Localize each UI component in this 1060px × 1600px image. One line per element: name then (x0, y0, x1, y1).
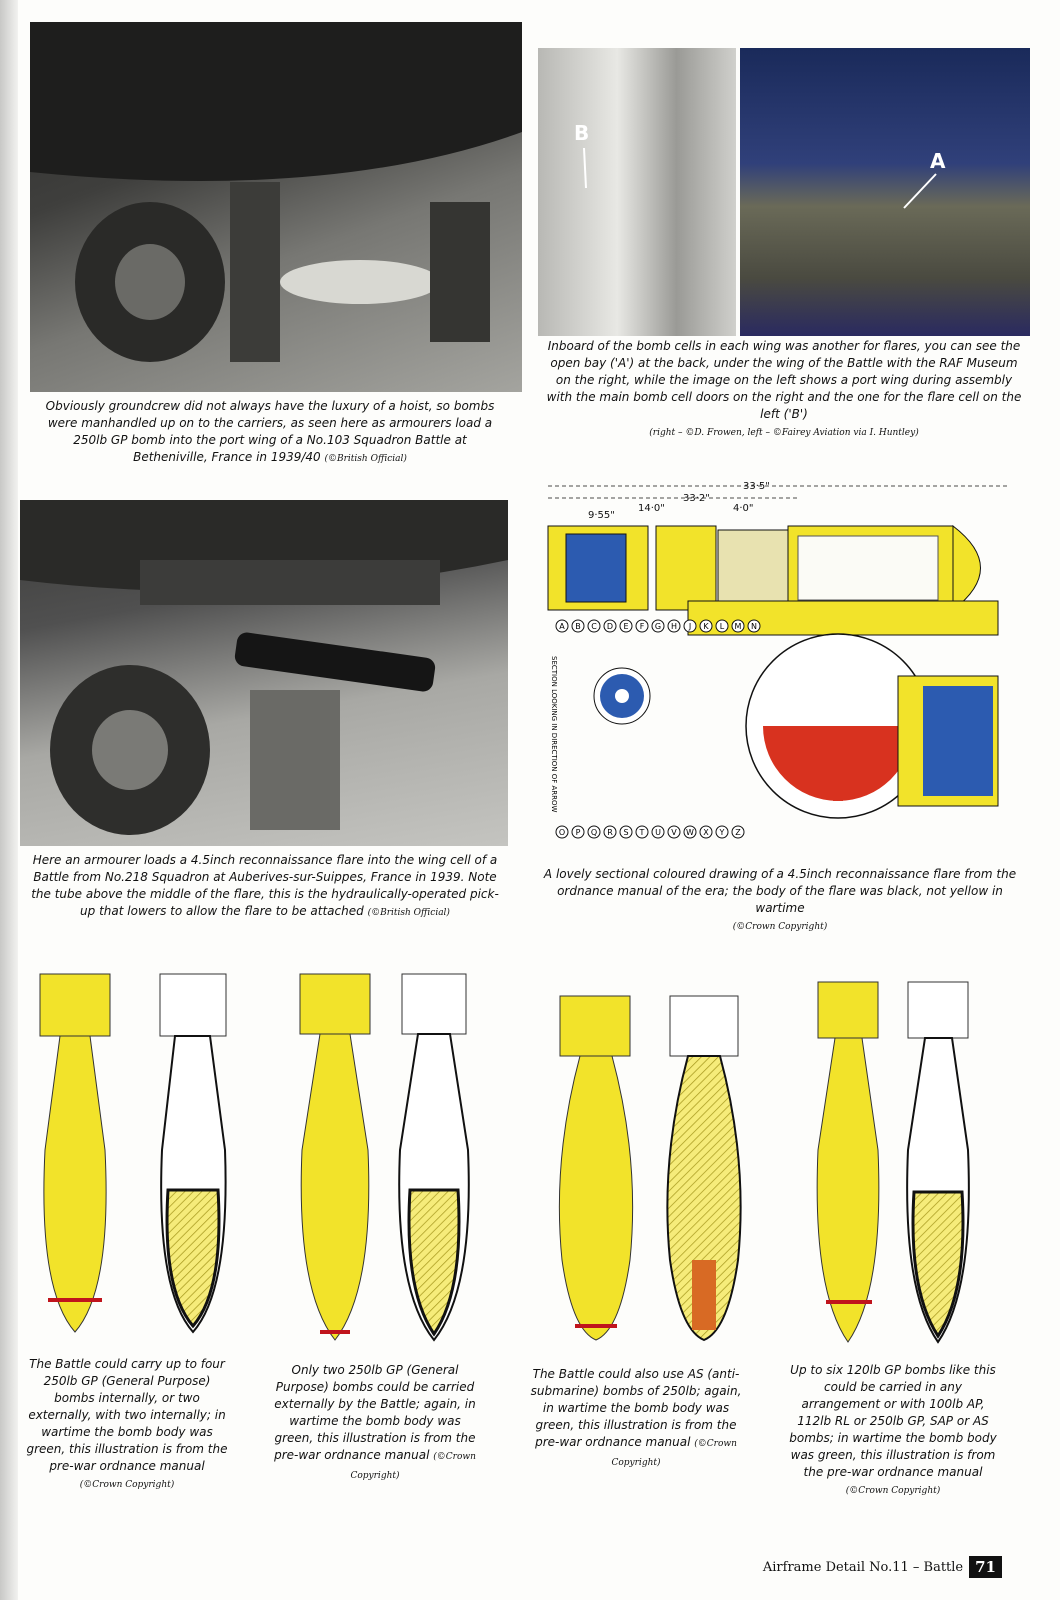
bomb-120lb-gp (817, 982, 969, 1342)
callout-c (588, 620, 600, 632)
svg-text:S: S (623, 828, 629, 837)
dim-4: 4·0" (733, 503, 754, 514)
page-footer (763, 1556, 1002, 1578)
caption-text: The Battle could carry up to four 250lb GP (General Purpose) bombs internally, or two externally, with two internally; in wartime the bomb body was green, this illustration is from the pre-war ordnance manual (26, 1357, 228, 1473)
callout-y (716, 826, 728, 838)
callout-x (700, 826, 712, 838)
caption-bomb-as (526, 1366, 746, 1472)
dim-5: 9·55" (588, 510, 615, 521)
photo-flare-cell-labels (538, 48, 1030, 336)
caption-text: Here an armourer loads a 4.5inch reconnaissance flare into the wing cell of a Battle from No.218 Squadron at Auberives-sur-Suippes, France in 1939. Note the tube above the middle of the flare, this is the hydraulically-operated pick-up that lowers to allow the flare to be attached (31, 853, 499, 918)
photo-armourer-flare (20, 500, 508, 846)
callout-d (604, 620, 616, 632)
dim-2: 33·2" (683, 493, 710, 504)
svg-text:Y: Y (719, 828, 725, 837)
caption-bomb-250lb-external (270, 1362, 480, 1485)
callout-e (620, 620, 632, 632)
callout-m (732, 620, 744, 632)
caption-credit: (©Crown Copyright) (350, 1452, 476, 1481)
callout-r (604, 826, 616, 838)
bomb-250lb-gp-internal (40, 974, 226, 1332)
svg-text:E: E (623, 622, 629, 631)
callout-q (588, 826, 600, 838)
callout-f (636, 620, 648, 632)
svg-text:M: M (734, 622, 742, 631)
svg-text:Z: Z (735, 828, 741, 837)
bomb-250lb-gp-external (300, 974, 469, 1340)
photo-groundcrew-loading-bomb (30, 22, 522, 392)
callout-l (716, 620, 728, 632)
svg-text:X: X (703, 828, 709, 837)
svg-text:O: O (558, 828, 566, 837)
bomb-illustrations (0, 960, 1060, 1350)
caption-credit: (©Crown Copyright) (732, 922, 828, 932)
svg-text:H: H (670, 622, 678, 631)
caption-groundcrew (40, 398, 500, 468)
dim-total: 33·5" (743, 481, 770, 492)
caption-bomb-250lb-internal (22, 1356, 232, 1494)
svg-text:B: B (575, 622, 581, 631)
svg-text:F: F (639, 622, 645, 631)
callout-o (556, 826, 568, 838)
flare-sectional-drawing (538, 476, 1022, 848)
label-a: A (930, 149, 946, 173)
svg-text:G: G (654, 622, 662, 631)
svg-text:W: W (686, 828, 694, 837)
caption-text: Inboard of the bomb cells in each wing was another for flares, you can see the open bay ('A') at the back, under the wing of the Battle with the RAF Museum on the right, while the image on the left shows a port wing during assembly with the main bomb cell doors on the right and the one for the flare cell on the left ('B') (546, 339, 1022, 421)
caption-credit: (right – ©D. Frowen, left – ©Fairey Aviation via I. Huntley) (649, 428, 919, 438)
svg-text:P: P (575, 828, 581, 837)
svg-text:C: C (591, 622, 597, 631)
caption-credit: (©Crown Copyright) (79, 1480, 175, 1490)
footer-title: Airframe Detail No.11 – Battle (762, 1559, 964, 1575)
caption-flare-drawing (540, 866, 1020, 936)
diagram-vertical-note: SECTION LOOKING IN DIRECTION OF ARROW (550, 656, 558, 813)
callout-b (572, 620, 584, 632)
bomb-250lb-as (559, 996, 740, 1340)
svg-text:J: J (688, 622, 692, 631)
dim-3: 14·0" (638, 503, 665, 514)
caption-credit: (©British Official) (367, 908, 450, 918)
caption-text: Only two 250lb GP (General Purpose) bombs could be carried externally by the Battle; again, in wartime the bomb body was green, this illustration is from the pre-war ordnance manual (274, 1363, 476, 1462)
caption-flare-cell (545, 338, 1023, 442)
photo-groundcrew-sketch (30, 22, 522, 392)
caption-credit: (©Crown Copyright) (611, 1439, 737, 1468)
svg-text:K: K (703, 622, 709, 631)
callout-s (620, 826, 632, 838)
svg-text:T: T (639, 828, 645, 837)
callout-j (684, 620, 696, 632)
label-b: B (574, 121, 590, 145)
caption-text: Obviously groundcrew did not always have the luxury of a hoist, so bombs were manhandled up on to the carriers, as seen here as armourers load a 250lb GP bomb into the port wing of a No.103 Squadron Battle at Betheniville, France in 1939/40 (45, 399, 495, 464)
callout-h (668, 620, 680, 632)
svg-text:N: N (751, 622, 757, 631)
photo-flare-cell-pair (538, 48, 1030, 336)
caption-armourer-flare (30, 852, 500, 922)
photo-armourer-sketch (20, 500, 508, 846)
caption-text: A lovely sectional coloured drawing of a 4.5inch reconnaissance flare from the ordnance manual of the era; the body of the flare was black, not yellow in wartime (543, 867, 1017, 915)
svg-text:L: L (719, 622, 725, 631)
svg-text:Q: Q (590, 828, 598, 837)
svg-text:A: A (559, 622, 565, 631)
caption-text: Up to six 120lb GP bombs like this could be carried in any arrangement or with 100lb AP, 112lb RL or 250lb GP, SAP or AS bombs; in wartime the bomb body was green, this illustration is from the pre-war ordnance manual (789, 1363, 997, 1479)
callout-p (572, 826, 584, 838)
callout-n (748, 620, 760, 632)
caption-credit: (©Crown Copyright) (845, 1486, 941, 1496)
callout-a (556, 620, 568, 632)
page-edge-shadow (0, 0, 18, 1600)
callout-v (668, 826, 680, 838)
page-number: 71 (969, 1556, 1002, 1578)
svg-text:V: V (671, 828, 677, 837)
svg-text:U: U (655, 828, 661, 837)
caption-bomb-120lb (784, 1362, 1002, 1500)
callout-g (652, 620, 664, 632)
caption-credit: (©British Official) (324, 454, 407, 464)
flare-drawing-svg (538, 476, 1022, 848)
callout-w (684, 826, 696, 838)
svg-text:R: R (607, 828, 613, 837)
caption-text: The Battle could also use AS (anti-submarine) bombs of 250lb; again, in wartime the bomb body was green, this illustration is from the pre-war ordnance manual (530, 1367, 742, 1449)
callout-u (652, 826, 664, 838)
callout-k (700, 620, 712, 632)
callout-z (732, 826, 744, 838)
callout-t (636, 826, 648, 838)
svg-text:D: D (606, 622, 614, 631)
